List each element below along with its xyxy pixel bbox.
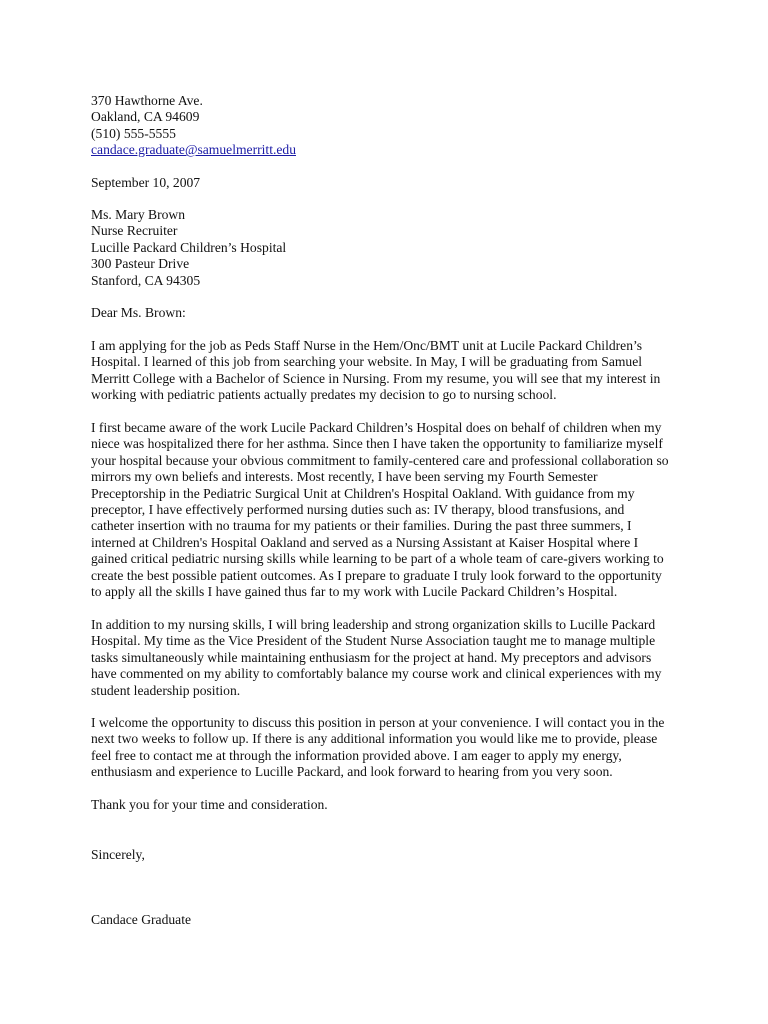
paragraph-line: I first became aware of the work Lucile Packard Children’s Hospital does on behalf of children when my [91, 420, 662, 435]
sender-city: Oakland, CA 94609 [91, 109, 200, 125]
paragraph-line: Merritt College with a Bachelor of Science in Nursing. From my resume, you will see that my interest in [91, 370, 661, 386]
closing [91, 847, 691, 863]
paragraph-line: have commented on my ability to comfortably balance my course work and clinical experiences with my [91, 666, 662, 682]
paragraph-line: next two weeks to follow up. If there is any additional information you would like me to provide, please [91, 731, 658, 747]
recipient-city: Stanford, CA 94305 [91, 272, 201, 288]
recipient-organization: Lucille Packard Children’s Hospital [91, 239, 287, 255]
paragraph-line: gained critical pediatric nursing skills while learning to be part of a whole team of care-givers working to [91, 551, 664, 567]
recipient-title: Nurse Recruiter [91, 223, 178, 239]
paragraph-line: Preceptorship in the Pediatric Surgical Unit at Children's Hospital Oakland. With guidance from my [91, 485, 635, 501]
paragraph-line: working with pediatric patients actually predates my decision to go to nursing school. [91, 387, 557, 403]
paragraph-line: your hospital because your obvious commitment to family-centered care and professional collaboration so [91, 452, 669, 468]
paragraph-line: preceptor, I have effectively performed nursing duties such as: IV therapy, blood transfusions, and [91, 502, 625, 518]
paragraph-line: student leadership position. [91, 682, 241, 698]
paragraph-intro [91, 338, 691, 404]
signature [91, 912, 691, 928]
paragraph-line: tasks simultaneously while maintaining enthusiasm for the project at hand. My preceptors and advisors [91, 649, 652, 665]
recipient-name: Ms. Mary Brown [91, 207, 186, 222]
salutation-text: Dear Ms. Brown: [91, 305, 186, 320]
salutation [91, 305, 691, 321]
paragraph-line: mirrors my own beliefs and interests. Most recently, I have been serving my Fourth Semester [91, 469, 598, 485]
recipient-address [91, 207, 691, 289]
paragraph-line: niece was hospitalized there for her asthma. Since then I have taken the opportunity to familiarize myself [91, 436, 663, 452]
letter-date [91, 175, 691, 191]
paragraph-leadership [91, 617, 691, 699]
paragraph-line: I welcome the opportunity to discuss this position in person at your convenience. I will contact you in the [91, 715, 665, 730]
thanks-text: Thank you for your time and consideration. [91, 797, 328, 812]
paragraph-line: Hospital. My time as the Vice President of the Student Nurse Association taught me to manage multiple [91, 633, 656, 649]
sender-phone: (510) 555-5555 [91, 125, 176, 141]
paragraph-line: create the best possible patient outcomes. As I prepare to graduate I truly look forward to the opportunity [91, 567, 662, 583]
closing-text: Sincerely, [91, 847, 145, 862]
paragraph-line: to apply all the skills I have gained thus far to my work with Lucile Packard Children’s Hospital. [91, 584, 618, 600]
paragraph-followup [91, 715, 691, 781]
paragraph-line: enthusiasm and experience to Lucille Packard, and look forward to hearing from you very soon. [91, 764, 613, 780]
recipient-street: 300 Pasteur Drive [91, 256, 190, 272]
paragraph-line: catheter insertion with no trauma for my patients or their families. During the past three summers, I [91, 518, 632, 534]
date-text: September 10, 2007 [91, 175, 201, 190]
paragraph-line: Hospital. I learned of this job from searching your website. In May, I will be graduating from Samuel [91, 354, 643, 370]
sender-email-link[interactable]: candace.graduate@samuelmerritt.edu [91, 142, 296, 158]
paragraph-line: feel free to contact me at through the information provided above. I am eager to apply my energy, [91, 747, 622, 763]
thanks-line [91, 797, 691, 813]
signature-name: Candace Graduate [91, 912, 192, 927]
paragraph-experience [91, 420, 691, 600]
sender-street: 370 Hawthorne Ave. [91, 93, 203, 108]
paragraph-line: I am applying for the job as Peds Staff Nurse in the Hem/Onc/BMT unit at Lucile Packard Children’s [91, 338, 643, 353]
paragraph-line: interned at Children's Hospital Oakland and served as a Nursing Assistant at Kaiser Hospital where I [91, 534, 639, 550]
sender-address [91, 93, 691, 159]
paragraph-line: In addition to my nursing skills, I will bring leadership and strong organization skills to Lucille Packard [91, 617, 656, 632]
